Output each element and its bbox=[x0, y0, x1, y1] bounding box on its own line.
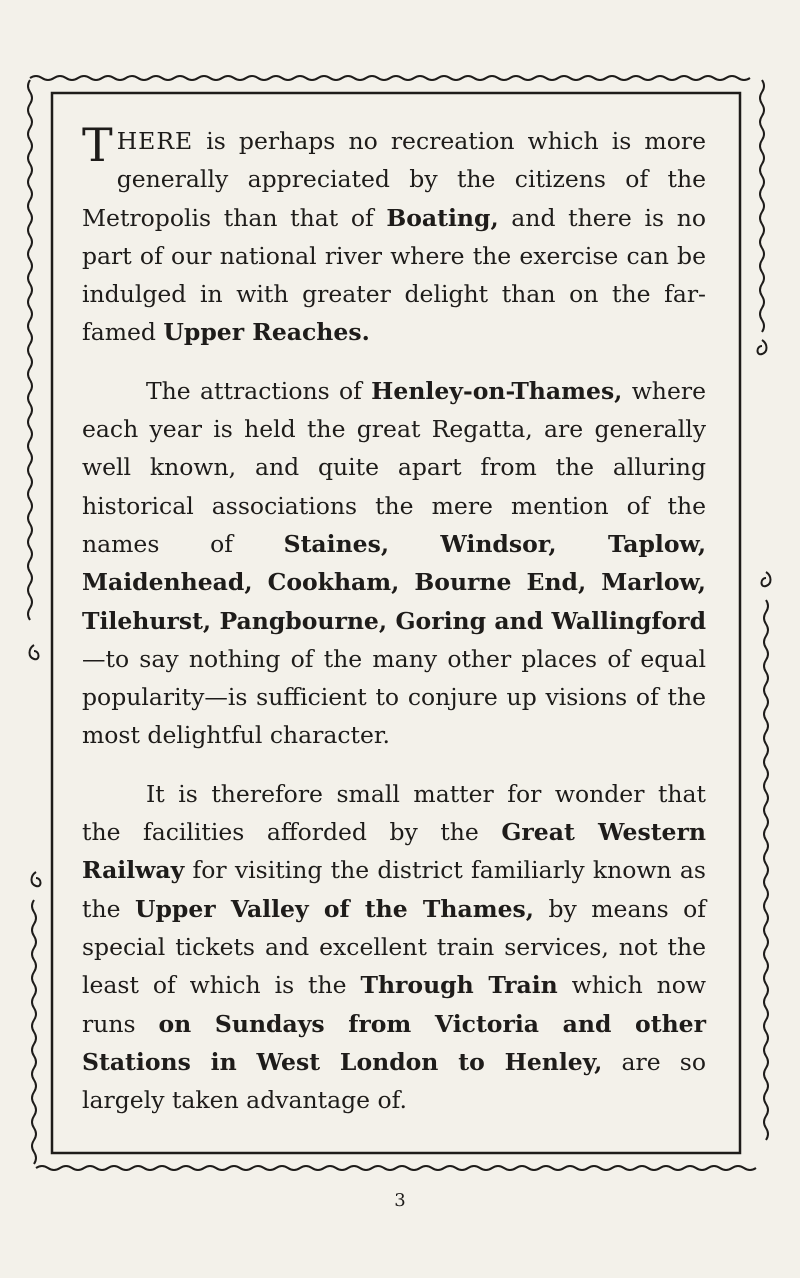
body-text bbox=[82, 118, 707, 1139]
bold-text-run: on Sundays from Victoria and other Stations in West London to Henley, bbox=[82, 1009, 706, 1076]
text-run: and there is no part of our national river where the exercise can be indulged in with greater delight than on the far-famed bbox=[82, 203, 706, 347]
bold-text-run: Upper Reaches. bbox=[163, 318, 370, 347]
bold-text-run: Staines, Windsor, Taplow, Maidenhead, Cookham, Bourne End, Marlow, Tilehurst, Pangbourne, Goring and Wallingford bbox=[82, 529, 706, 635]
text-run: is perhaps no recreation which is more generally appreciated by the citizens of the Metropolis than that of bbox=[82, 127, 706, 232]
paragraph-2 bbox=[82, 372, 706, 755]
text-run: by means of special tickets and excellent train services, not the least of which is the bbox=[82, 894, 706, 1000]
text-run: HERE bbox=[116, 127, 194, 155]
text-run: It is therefore small matter for wonder that the facilities afforded by the bbox=[82, 779, 706, 847]
text-run: which now runs bbox=[82, 971, 707, 1038]
paragraph-1 bbox=[82, 118, 706, 352]
paragraph-1-content bbox=[82, 118, 706, 347]
text-run: —to say nothing of the many other places of equal popularity—is sufficient to conjure up visions of the most delightful character. bbox=[82, 644, 706, 750]
bold-text-run: Through Train bbox=[360, 971, 558, 1000]
drop-cap: T bbox=[82, 118, 113, 172]
bold-text-run: Great Western Railway bbox=[82, 818, 706, 885]
bold-text-run: Upper Valley of the Thames, bbox=[134, 894, 534, 923]
text-run: are so largely taken advantage of. bbox=[82, 1047, 706, 1115]
bold-text-run: Boating, bbox=[386, 203, 499, 232]
text-run: The attractions of bbox=[146, 376, 372, 405]
paragraph-3 bbox=[82, 775, 706, 1120]
page-number: 3 bbox=[394, 1190, 406, 1211]
text-run: for visiting the district familiarly known as the bbox=[82, 856, 706, 923]
bold-text-run: Henley-on-Thames, bbox=[371, 376, 623, 405]
text-run: where each year is held the great Regatta, are generally well known, and quite apart from the alluring historical associations the mere mention of the names of bbox=[82, 376, 706, 558]
